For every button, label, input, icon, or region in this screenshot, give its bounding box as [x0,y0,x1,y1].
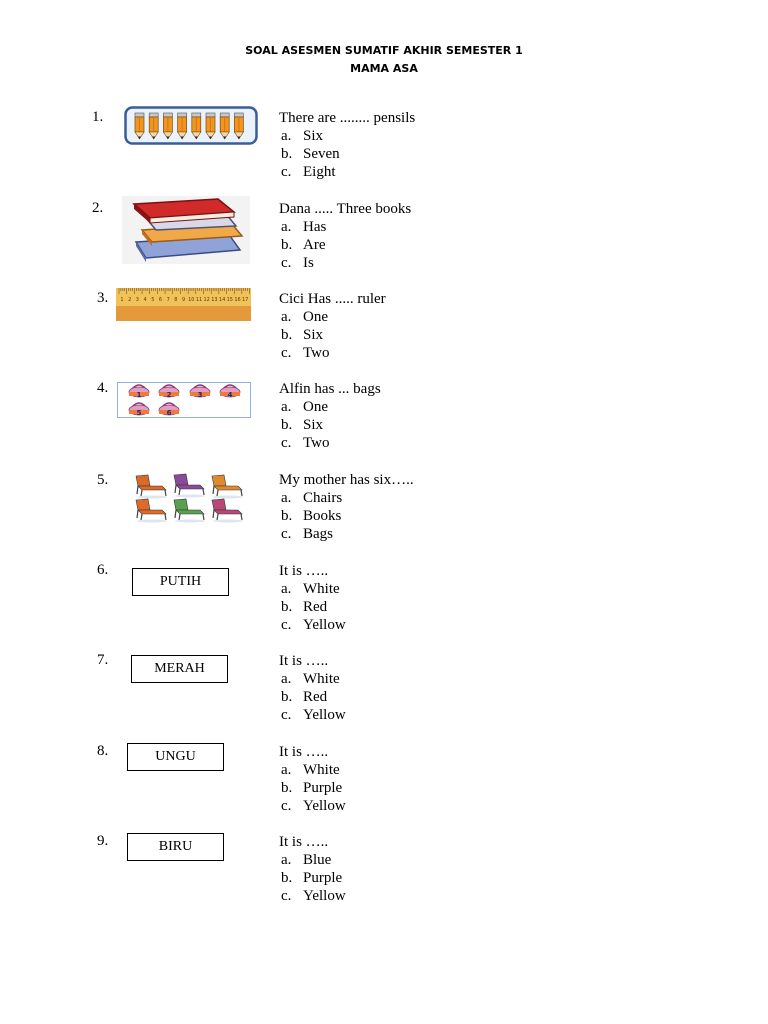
color-word-box: PUTIH [132,568,229,596]
ruler-image [116,288,251,321]
option-list [281,670,346,725]
option-a[interactable]: a. One [281,399,328,415]
question-number: 8. [97,743,109,759]
question-text: It is ….. [279,744,329,760]
pencils-image [124,106,258,146]
svg-text:2: 2 [166,391,172,399]
svg-text:6: 6 [166,409,172,417]
question-text: Cici Has ..... ruler [279,291,386,307]
option-b[interactable]: b. Books [281,508,342,525]
question-text: It is ….. [279,834,329,850]
option-a[interactable]: a. Has [281,219,327,235]
question-text: There are ........ pensils [279,110,416,126]
option-c[interactable]: c. Yellow [281,617,346,634]
bags-image [117,382,251,418]
option-list [281,851,346,906]
option-list [281,127,340,182]
svg-text:4: 4 [227,391,233,399]
question-text: It is ….. [279,563,329,579]
option-b[interactable]: b. Purple [281,870,343,887]
ruler-number: 8 [174,297,178,303]
chair-icon [136,475,167,499]
option-a[interactable]: a. One [281,309,328,325]
ruler-number: 15 [226,297,233,303]
option-list [281,761,346,816]
option-c[interactable]: c. Yellow [281,798,346,815]
ruler-number: 2 [128,297,132,303]
svg-text:5: 5 [136,409,142,417]
question-number: 3. [97,290,109,306]
question-number: 4. [97,380,109,396]
option-b[interactable]: b. Red [281,689,328,706]
ruler-number: 16 [234,297,241,303]
option-b[interactable]: b. Red [281,599,328,616]
question-number: 2. [92,200,104,216]
option-b[interactable]: b. Purple [281,780,343,797]
chair-icon [174,474,205,498]
ruler-number: 11 [195,297,203,303]
option-c[interactable]: c. Yellow [281,707,346,724]
question-number: 1. [92,109,104,125]
svg-text:3: 3 [197,391,203,399]
option-b[interactable]: b. Six [281,417,324,434]
ruler-number: 10 [188,297,195,303]
option-a[interactable]: a. White [281,581,340,597]
chairs-image [128,472,250,524]
chair-icon [212,499,243,523]
option-c[interactable]: c. Two [281,435,330,452]
option-c[interactable]: c. Is [281,255,314,272]
option-b[interactable]: b. Seven [281,146,340,163]
question-text: My mother has six….. [279,472,414,488]
books-image [122,196,250,264]
chair-icon [212,475,243,499]
color-word-box: BIRU [127,833,224,861]
option-c[interactable]: c. Yellow [281,888,346,905]
ruler-number: 13 [211,297,218,303]
option-list [281,489,342,544]
ruler-number: 17 [242,297,249,303]
page-title-line-2: MAMA ASA [350,62,418,75]
ruler-number: 12 [203,297,210,303]
question-number: 9. [97,833,109,849]
svg-text:1: 1 [136,391,142,399]
option-c[interactable]: c. Eight [281,164,336,181]
option-list [281,218,326,273]
option-c[interactable]: c. Two [281,345,330,362]
ruler-number: 6 [158,297,163,303]
ruler-number: 5 [151,297,155,303]
option-a[interactable]: a. White [281,671,340,687]
color-word-box: MERAH [131,655,228,683]
question-number: 7. [97,652,109,668]
option-b[interactable]: b. Six [281,327,324,344]
question-text: It is ….. [279,653,329,669]
question-number: 5. [97,472,109,488]
question-text: Alfin has ... bags [279,381,381,397]
chair-icon [174,499,205,523]
option-c[interactable]: c. Bags [281,526,333,543]
question-text: Dana ..... Three books [279,201,412,217]
page-title-line-1: SOAL ASESMEN SUMATIF AKHIR SEMESTER 1 [245,44,523,57]
option-a[interactable]: a. Chairs [281,490,343,506]
ruler-number: 3 [135,297,139,303]
ruler-number: 4 [143,297,147,303]
chair-icon [136,499,167,523]
color-word-box: UNGU [127,743,224,771]
ruler-number: 9 [182,297,186,303]
option-list [281,398,329,453]
option-a[interactable]: a. White [281,762,340,778]
option-a[interactable]: a. Blue [281,852,332,868]
option-a[interactable]: a. Six [281,128,324,144]
option-list [281,580,346,635]
option-b[interactable]: b. Are [281,237,326,254]
ruler-number: 14 [218,297,226,303]
question-number: 6. [97,562,109,578]
ruler-number: 1 [120,297,124,303]
ruler-number: 7 [166,297,170,303]
option-list [281,308,329,363]
